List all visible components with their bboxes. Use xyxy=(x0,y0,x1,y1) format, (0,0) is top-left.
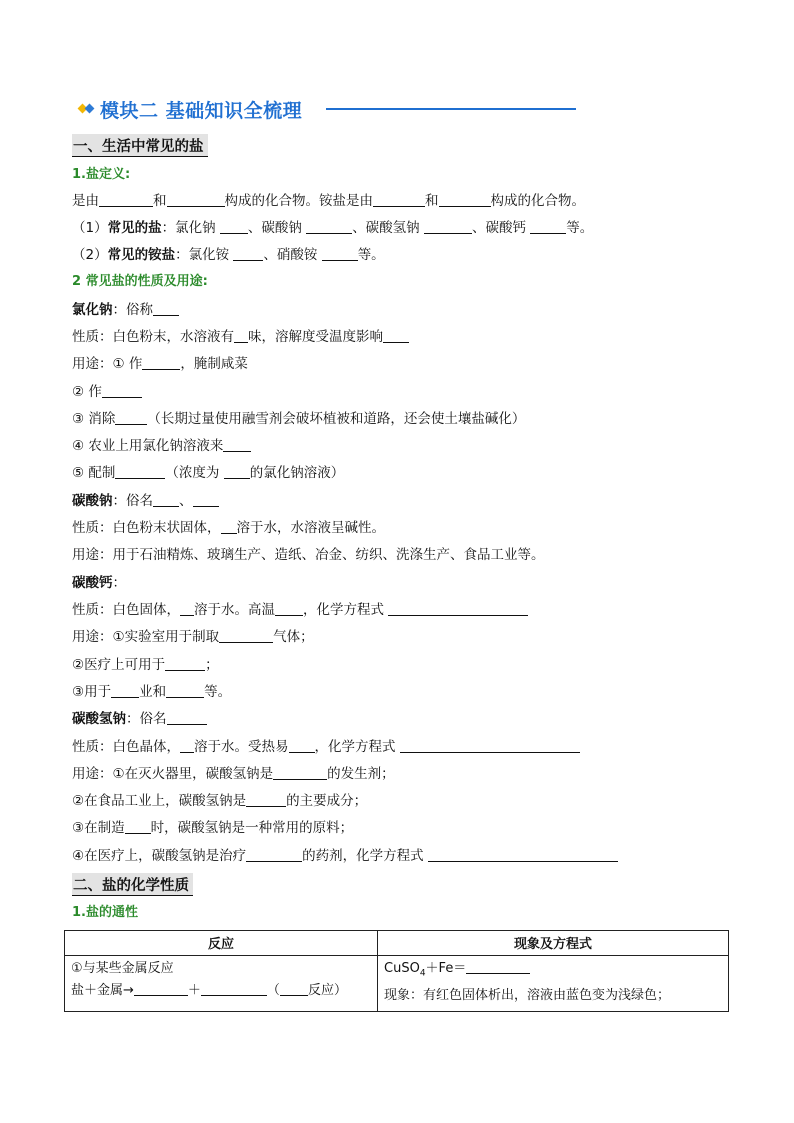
nahco3-name-line: 碳酸氢钠：俗名 xyxy=(72,710,207,728)
blank[interactable] xyxy=(273,765,327,780)
nahco3-use-2: ②在食品工业上，碳酸氢钠是 的主要成分； xyxy=(72,793,368,809)
column-header: 反应 xyxy=(65,931,378,956)
reaction-cell xyxy=(65,956,378,1012)
equation-blank[interactable] xyxy=(400,738,580,753)
blank[interactable] xyxy=(125,819,151,834)
column-header: 现象及方程式 xyxy=(378,931,729,956)
nacl-use-3: ③ 消除 （长期过量使用融雪剂会破坏植被和道路，还会使土壤盐碱化） xyxy=(72,411,526,427)
caco3-property-line: 性质：白色固体， 溶于水。高温 ，化学方程式 xyxy=(72,601,528,619)
reaction-formula: 盐＋金属→ ＋ （ 反应） xyxy=(71,983,347,998)
blank[interactable] xyxy=(115,410,147,425)
blank[interactable] xyxy=(246,847,302,862)
blank[interactable] xyxy=(167,192,225,207)
reaction-name: ①与某些金属反应 xyxy=(71,961,174,976)
equation-line: CuSO$_4$＋Fe＝ xyxy=(384,958,722,985)
blank[interactable] xyxy=(224,464,250,479)
blank[interactable] xyxy=(280,981,308,996)
nacl-property-line: 性质：白色粉末，水溶液有 味，溶解度受温度影响 xyxy=(72,328,409,346)
nahco3-use-4: ④在医疗上，碳酸氢钠是治疗 的药剂，化学方程式 xyxy=(72,847,618,865)
blank[interactable] xyxy=(246,792,286,807)
subheading-properties-uses: 2 常见盐的性质及用途: xyxy=(72,274,208,289)
reaction-table xyxy=(64,930,729,1012)
double-diamond-icon xyxy=(78,102,96,116)
blank[interactable] xyxy=(306,219,352,234)
blank[interactable] xyxy=(165,656,205,671)
nacl-use-5: ⑤ 配制 （浓度为 的氯化钠溶液） xyxy=(72,465,345,481)
blank[interactable] xyxy=(153,492,179,507)
nahco3-use-3: ③在制造 时，碳酸氢钠是一种常用的原料； xyxy=(72,820,354,836)
blank[interactable] xyxy=(275,601,303,616)
blank[interactable] xyxy=(530,219,566,234)
common-salts-line: （1）常见的盐：氯化钠 、碳酸钠 、碳酸氢钠 、碳酸钙 等。 xyxy=(72,220,594,236)
section-title: 二、盐的化学性质 xyxy=(73,877,189,894)
blank[interactable] xyxy=(233,246,263,261)
table-header-row xyxy=(65,931,729,956)
nacl-use-1: 用途：① 作 ，腌制咸菜 xyxy=(72,356,248,372)
blank[interactable] xyxy=(99,192,153,207)
blank[interactable] xyxy=(167,710,207,725)
blank[interactable] xyxy=(134,981,188,996)
blank[interactable] xyxy=(424,219,472,234)
nahco3-property-line: 性质：白色晶体， 溶于水。受热易 ，化学方程式 xyxy=(72,738,580,756)
caco3-name-line: 碳酸钙： xyxy=(72,575,126,591)
blank[interactable] xyxy=(201,981,267,996)
blank[interactable] xyxy=(322,246,358,261)
nacl-use-4: ④ 农业上用氯化钠溶液来 xyxy=(72,437,251,455)
section-heading-2 xyxy=(72,873,193,895)
module-title: 模块二 基础知识全梳理 xyxy=(100,99,303,122)
blank[interactable] xyxy=(115,464,165,479)
section-title: 一、生活中常见的盐 xyxy=(73,138,204,155)
blank[interactable] xyxy=(142,355,180,370)
nacl-name-line: 氯化钠：俗称 xyxy=(72,301,179,319)
table-row xyxy=(65,956,729,1012)
blank[interactable] xyxy=(289,738,315,753)
module-title-rule xyxy=(326,108,576,110)
definition-line: 是由 和 构成的化合物。铵盐是由 和 构成的化合物。 xyxy=(72,193,585,209)
blank[interactable] xyxy=(439,192,491,207)
subheading-general-properties: 1.盐的通性 xyxy=(72,905,138,920)
blank[interactable] xyxy=(234,328,248,343)
blank[interactable] xyxy=(383,328,409,343)
subheading-salt-definition: 1.盐定义: xyxy=(72,167,131,182)
equation-blank[interactable] xyxy=(428,847,618,862)
blank[interactable] xyxy=(219,628,273,643)
caco3-use-3: ③用于 业和 等。 xyxy=(72,684,232,700)
nacl-use-2: ② 作 xyxy=(72,383,142,401)
equation-blank[interactable] xyxy=(466,959,530,974)
phenomenon-text: 现象：有红色固体析出，溶液由蓝色变为浅绿色； xyxy=(384,987,671,1003)
na2co3-name-line: 碳酸钠：俗名 、 xyxy=(72,492,219,510)
blank[interactable] xyxy=(193,492,219,507)
phenomenon-cell xyxy=(378,956,729,1012)
na2co3-property-line: 性质：白色粉末状固体， 溶于水，水溶液呈碱性。 xyxy=(72,520,385,536)
caco3-use-2: ②医疗上可用于 ； xyxy=(72,657,219,673)
na2co3-use-line: 用途：用于石油精炼、玻璃生产、造纸、冶金、纺织、洗涤生产、食品工业等。 xyxy=(72,547,545,563)
nahco3-use-1: 用途：①在灭火器里，碳酸氢钠是 的发生剂； xyxy=(72,766,395,782)
blank[interactable] xyxy=(223,437,251,452)
blank[interactable] xyxy=(153,301,179,316)
section-heading-1 xyxy=(72,134,208,156)
blank[interactable] xyxy=(221,519,237,534)
blank[interactable] xyxy=(180,601,194,616)
blank[interactable] xyxy=(166,683,204,698)
blank[interactable] xyxy=(180,738,194,753)
equation-blank[interactable] xyxy=(388,601,528,616)
module-header xyxy=(78,96,302,122)
blank[interactable] xyxy=(220,219,248,234)
blank[interactable] xyxy=(373,192,425,207)
caco3-use-1: 用途：①实验室用于制取 气体； xyxy=(72,629,314,645)
blank[interactable] xyxy=(102,383,142,398)
ammonium-salts-line: （2）常见的铵盐：氯化铵 、硝酸铵 等。 xyxy=(72,247,385,263)
blank[interactable] xyxy=(111,683,139,698)
